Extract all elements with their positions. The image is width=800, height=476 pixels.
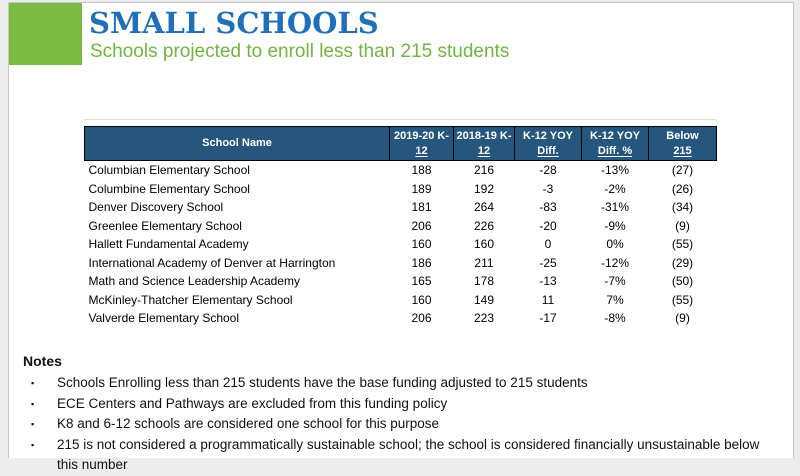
cell-2018-19: 264 [473,200,495,215]
note-text: 215 is not considered a programmatically sustainable school; the school is considered financially unsustainable below this number [57,436,760,472]
cell-yoy-diff-pct: -31% [600,200,629,215]
cell-below-215: (55) [671,237,694,252]
cell-yoy-diff: -83 [539,200,557,215]
square-bullet-icon: ▪ [31,419,35,429]
cell-below-215: (27) [671,163,694,178]
cell-yoy-diff: 11 [541,292,555,307]
cell-2018-19: 223 [473,311,495,326]
square-bullet-icon: ▪ [31,378,35,388]
cell-yoy-diff: -28 [539,163,557,178]
col-header-k12-yoy-diff-pct [582,127,649,161]
cell-yoy-diff-pct: -12% [600,255,629,270]
note-item [23,435,785,476]
cell-below-215: (9) [675,311,690,326]
cell-2018-19: 211 [474,255,494,270]
cell-2018-19: 226 [473,218,495,233]
col-header-below-215 [649,127,717,161]
table-header [85,127,717,161]
col-header-label-line2: 12 [477,144,491,157]
note-text: ECE Centers and Pathways are excluded from this funding policy [57,395,448,411]
col-header-label-line1: K-12 YOY [523,130,573,142]
cell-below-215: (34) [671,200,694,215]
table-row [85,235,717,254]
col-header-label-line1: 2019-20 K- [393,130,450,142]
note-text: Schools Enrolling less than 215 students have the base funding adjusted to 215 students [57,375,588,390]
cell-school-name: Math and Science Leadership Academy [88,274,300,289]
cell-yoy-diff-pct: -2% [604,181,626,196]
cell-school-name: Hallett Fundamental Academy [88,237,249,252]
col-header-label-line2: Diff. % [597,144,633,157]
cell-school-name: Greenlee Elementary School [88,218,242,233]
col-header-label-line1: Below [666,130,699,142]
page-subtitle: Schools projected to enroll less than 215 students [90,41,510,62]
cell-yoy-diff: 0 [544,237,552,252]
col-header-label: School Name [202,137,272,150]
cell-school-name: Columbian Elementary School [88,163,250,178]
page-title: SMALL SCHOOLS [89,6,379,40]
table-header-row [85,127,717,161]
cell-yoy-diff: -17 [539,311,557,326]
note-item [23,414,785,435]
table-row [85,217,717,236]
note-text: K8 and 6-12 schools are considered one school for this purpose [57,416,439,431]
cell-yoy-diff-pct: -8% [604,311,626,326]
cell-yoy-diff-pct: -9% [604,218,626,233]
col-header-label-line2: 215 [673,144,692,157]
cell-2019-20: 189 [411,181,432,196]
slide-page [8,2,794,472]
table-body [85,161,717,328]
table-row [85,291,717,310]
col-header-2018-19-k12 [454,127,515,161]
col-header-2019-20-k12 [390,127,454,161]
cell-school-name: International Academy of Denver at Harrington [88,255,336,270]
cell-2018-19: 216 [473,163,495,178]
table-row [85,198,717,217]
cell-2019-20: 206 [411,218,432,233]
cell-2019-20: 160 [411,292,432,307]
cell-2019-20: 188 [411,163,432,178]
cell-below-215: (29) [671,255,694,270]
cell-2019-20: 165 [411,274,432,289]
cell-yoy-diff: -25 [539,255,557,270]
table-row [85,272,717,291]
col-header-label-line2: Diff. [537,144,559,157]
note-item [23,373,785,394]
table-top-rule [84,119,716,120]
cell-school-name: Valverde Elementary School [88,311,240,326]
col-header-label-line1: 2018-19 K- [456,130,512,142]
cell-yoy-diff: -20 [539,218,557,233]
notes-section [23,353,785,476]
cell-2018-19: 192 [473,181,495,196]
cell-2018-19: 149 [473,292,495,307]
cell-school-name: Columbine Elementary School [88,181,250,196]
cell-2019-20: 206 [411,311,432,326]
table-row [85,254,717,273]
cell-school-name: Denver Discovery School [88,200,224,215]
cell-yoy-diff: -3 [542,181,554,196]
note-item [23,394,785,415]
cell-2019-20: 181 [411,200,432,215]
cell-below-215: (9) [675,218,690,233]
notes-heading: Notes [23,353,62,369]
col-header-school-name [85,127,390,161]
cell-below-215: (26) [671,181,694,196]
square-bullet-icon: ▪ [31,439,35,450]
cell-yoy-diff-pct: 0% [606,237,624,252]
cell-yoy-diff: -13 [539,274,557,289]
cell-yoy-diff-pct: -13% [600,163,629,178]
cell-yoy-diff-pct: 7% [606,292,624,307]
cell-2019-20: 160 [411,237,432,252]
col-header-k12-yoy-diff [515,127,582,161]
table-row [85,180,717,199]
table-row [85,161,717,180]
accent-green-block [9,3,82,65]
square-bullet-icon: ▪ [31,398,35,409]
col-header-label-line1: K-12 YOY [590,130,640,142]
cell-below-215: (55) [671,292,694,307]
cell-yoy-diff-pct: -7% [604,274,626,289]
cell-below-215: (50) [671,274,694,289]
cell-2018-19: 178 [473,274,495,289]
col-header-label-line2: 12 [415,144,428,157]
cell-school-name: McKinley-Thatcher Elementary School [88,292,293,307]
cell-2019-20: 186 [411,255,432,270]
cell-2018-19: 160 [473,237,495,252]
small-schools-table [84,126,717,328]
table-row [85,309,717,328]
